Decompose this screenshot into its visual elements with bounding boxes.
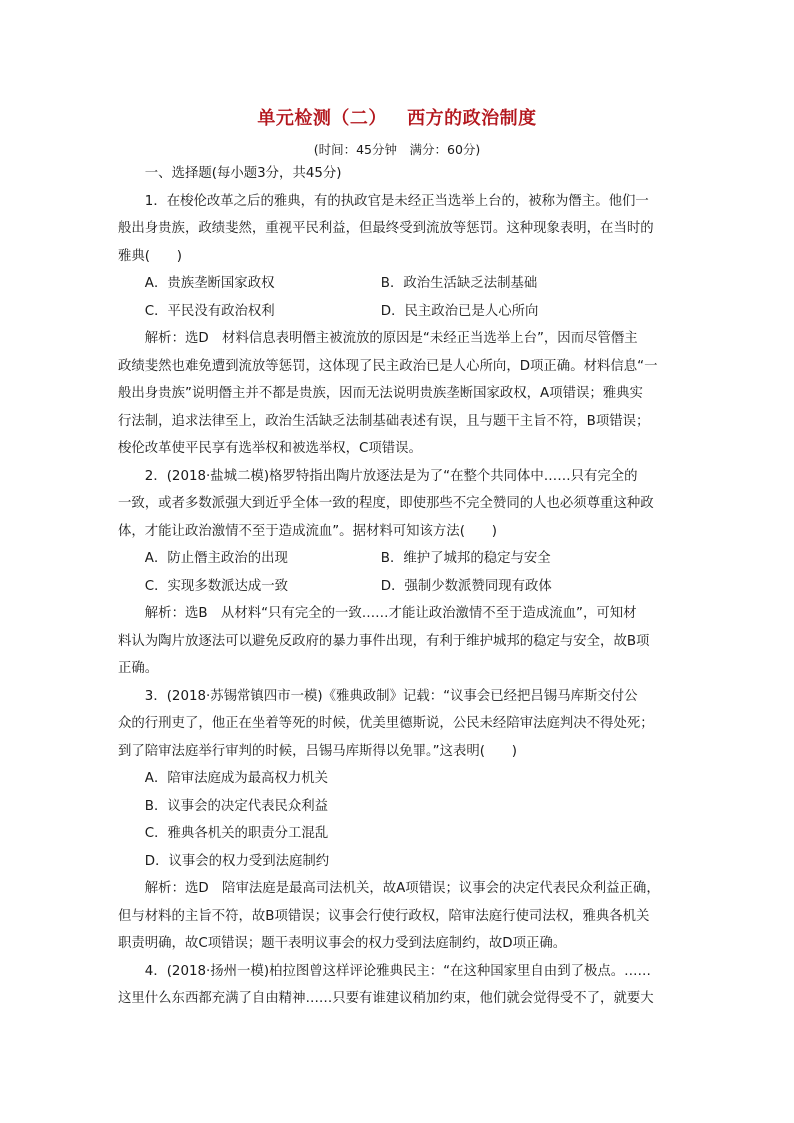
q3-option-a: A．陪审法庭成为最高权力机关 (144, 771, 329, 786)
q2-stem-line: 一致，或者多数派强大到近乎全体一致的程度，即使那些不完全赞同的人也必须尊重这种政 (118, 496, 654, 511)
q1-stem-line: 1．在梭伦改革之后的雅典，有的执政官是未经正当选举上台的，被称为僭主。他们一 (144, 193, 649, 209)
page-title: 单元检测（二） 西方的政治制度 (257, 108, 537, 129)
q2-options-row (118, 545, 678, 573)
document-body (118, 160, 678, 1013)
q1-option-c: C．平民没有政治权利 (144, 303, 275, 319)
q1-analysis-line: 政绩斐然也难免遭到流放等惩罚，这体现了民主政治已是人心所向，D项正确。材料信息“一 (118, 358, 658, 374)
q3-option-d: D．议事会的权力受到法庭制约 (144, 853, 330, 869)
q2-option-c: C．实现多数派达成一致 (144, 578, 289, 594)
q4-stem-line: 这里什么东西都充满了自由精神……只要有谁建议稍加约束，他们就会觉得受不了，就要大 (118, 991, 654, 1006)
q1-options-row (118, 298, 678, 326)
q3-option-b: B．议事会的决定代表民众利益 (144, 798, 329, 814)
q2-options-row (118, 573, 678, 601)
q2-stem-line: 2．(2018·盐城二模)格罗特指出陶片放逐法是为了“在整个共同体中……只有完全的 (144, 468, 638, 484)
q1-analysis-line: 般出身贵族”说明僭主并不都是贵族，因而无法说明贵族垄断国家政权，A项错误；雅典实 (118, 386, 643, 401)
q2-stem-line: 体，才能让政治激情不至于造成流血”。据材料可知该方法( ) (118, 523, 497, 539)
q1-analysis-line: 行法制，追求法律至上，政治生活缺乏法制基础表述有误，且与题干主旨不符，B项错误； (118, 413, 650, 429)
q3-stem-line: 到了陪审法庭举行审判的时候，吕锡马库斯得以免罪。”这表明( ) (118, 743, 518, 759)
q1-option-a: A．贵族垄断国家政权 (144, 276, 275, 291)
q3-analysis-line: 但与材料的主旨不符，故B项错误；议事会行使行政权，陪审法庭行使司法权，雅典各机关 (118, 908, 650, 924)
q1-stem-line: 雅典( ) (118, 248, 183, 264)
q1-analysis-line: 梭伦改革使平民享有选举权和被选举权，C项错误。 (118, 441, 422, 456)
q1-analysis-line: 解析：选D 材料信息表明僭主被流放的原因是“未经正当选举上台”，因而尽管僭主 (144, 331, 638, 346)
q1-options-row (118, 270, 678, 298)
q1-stem-line: 般出身贵族，政绩斐然，重视平民利益，但最终受到流放等惩罚。这种现象表明，在当时的 (118, 221, 654, 236)
q2-analysis-line: 料认为陶片放逐法可以避免反政府的暴力事件出现，有利于维护城邦的稳定与安全，故B项 (118, 633, 650, 649)
q2-analysis-line: 正确。 (118, 661, 159, 676)
q3-option-c: C．雅典各机关的职责分工混乱 (144, 826, 329, 841)
q3-analysis-line: 职责明确，故C项错误；题干表明议事会的权力受到法庭制约，故D项正确。 (118, 936, 567, 951)
q1-option-b: B．政治生活缺乏法制基础 (380, 276, 538, 291)
section-heading: 一、选择题(每小题3分，共45分) (144, 166, 342, 181)
q2-analysis-line: 解析：选B 从材料“只有完全的一致……才能让政治激情不至于造成流血”，可知材 (144, 606, 637, 621)
page-subtitle: (时间：45分钟 满分：60分) (313, 142, 481, 157)
q1-option-d: D．民主政治已是人心所向 (380, 303, 539, 319)
q3-stem-line: 众的行刑吏了，他正在坐着等死的时候，优美里德斯说，公民未经陪审法庭判决不得处死； (118, 716, 654, 731)
q2-option-a: A．防止僭主政治的出现 (144, 551, 288, 566)
q4-stem-line: 4．(2018·扬州一模)柏拉图曾这样评论雅典民主：“在这种国家里自由到了极点。…… (144, 963, 651, 979)
q3-stem-line: 3．(2018·苏锡常镇四市一模)《雅典政制》记载：“议事会已经把吕锡马库斯交付公 (144, 688, 638, 704)
q3-analysis-line: 解析：选D 陪审法庭是最高司法机关，故A项错误；议事会的决定代表民众利益正确， (144, 881, 660, 896)
q2-option-d: D．强制少数派赞同现有政体 (380, 578, 552, 594)
q2-option-b: B．维护了城邦的稳定与安全 (380, 551, 551, 566)
